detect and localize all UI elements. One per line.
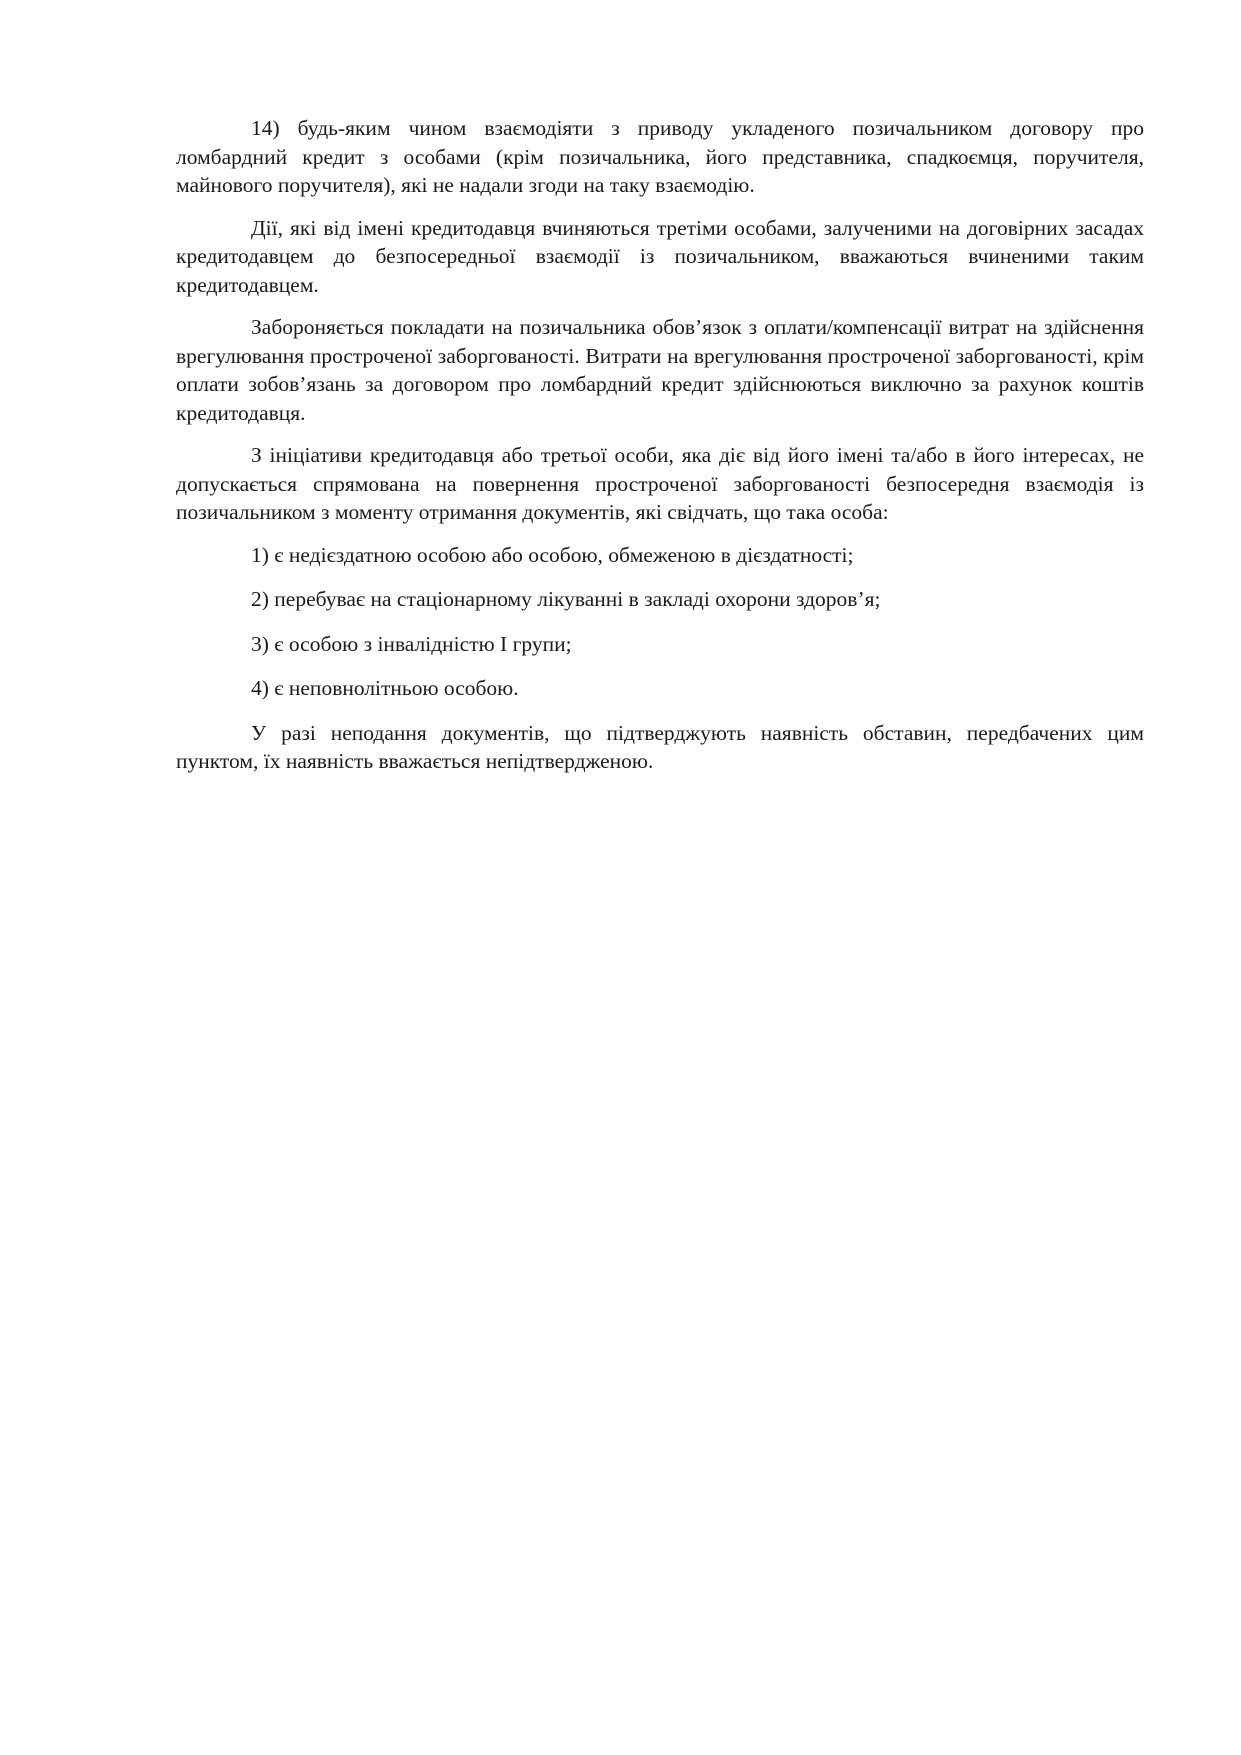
paragraph-item-14: 14) будь-яким чином взаємодіяти з приводу укладеного позичальником договору про ломбардний кредит з особами (крім позичальника, його представника, спадкоємця, поручителя, майнового поручителя), які не надали згоди на таку взаємодію. — [176, 116, 1144, 197]
list-item: 1) є недієздатною особою або особою, обмеженою в дієздатності; — [251, 542, 854, 567]
paragraph-third-parties: Дії, які від імені кредитодавця вчиняються третіми особами, залученими на договірних засадах кредитодавцем до безпосередньої взаємодії із позичальником, вважаються вчиненими таким кредитодавцем. — [176, 215, 1144, 297]
paragraph-closing: У разі неподання документів, що підтверджують наявність обставин, передбачених цим пунктом, їх наявність вважається непідтвердженою. — [176, 720, 1144, 773]
list-item: 2) перебуває на стаціонарному лікуванні в закладі охорони здоров’я; — [251, 587, 881, 611]
list-item: 3) є особою з інвалідністю I групи; — [251, 631, 572, 656]
paragraph-interaction-restriction: З ініціативи кредитодавця або третьої особи, яка діє від його імені та/або в його інтересах, не допускається спрямована на повернення простроченої заборгованості безпосередня взаємодія із позичальником з моменту отримання документів, які свідчать, що така особа: — [176, 443, 1144, 524]
list-item: 4) є неповнолітньою особою. — [251, 676, 519, 700]
paragraph-costs-prohibition: Забороняється покладати на позичальника обов’язок з оплати/компенсації витрат на здійснення врегулювання простроченої заборгованості. Витрати на врегулювання простроченої заборгованості, крім оплати зобов’язань за договором про ломбардний кредит здійснюються виключно за рахунок коштів кредитодавця. — [176, 315, 1144, 425]
document-page — [176, 114, 1144, 790]
